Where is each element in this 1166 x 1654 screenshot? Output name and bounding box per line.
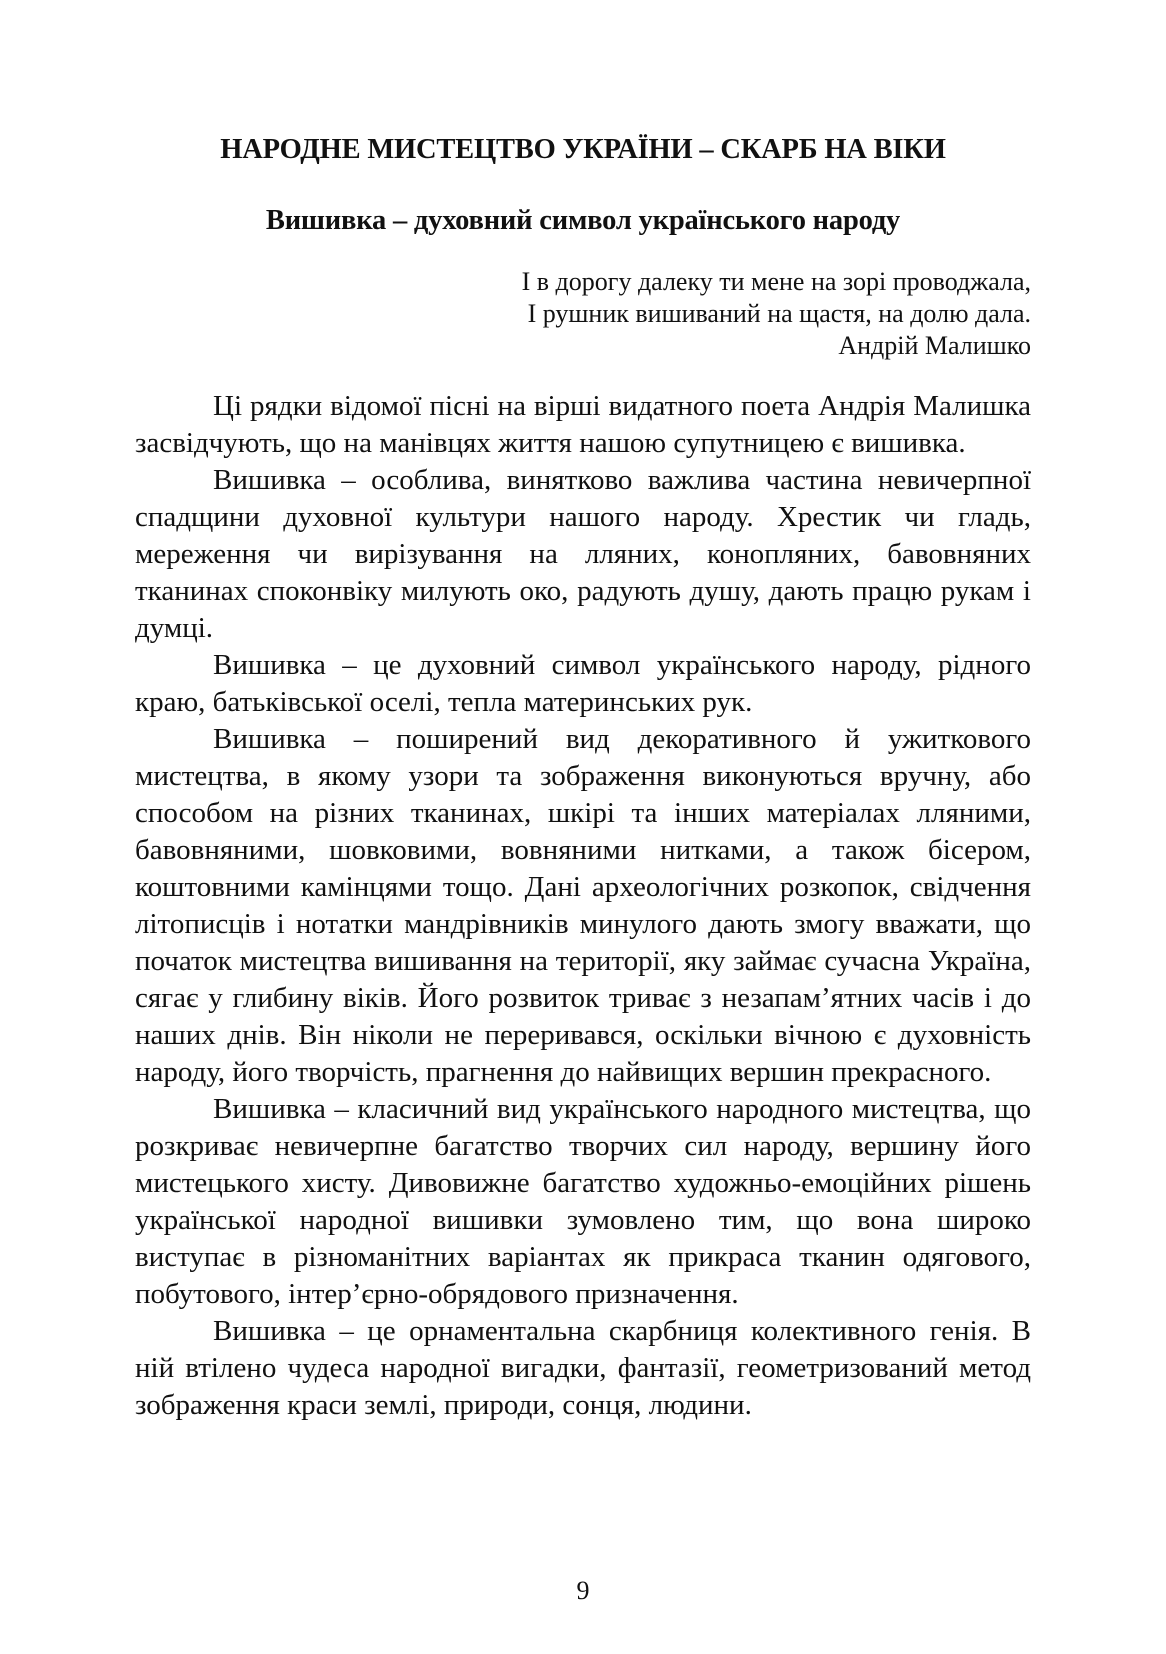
paragraph: Вишивка – це духовний символ українського народу, рідного краю, батьківської оселі, тепла материнських рук. xyxy=(135,649,1031,718)
epigraph xyxy=(300,266,1031,362)
paragraph: Вишивка – особлива, винятково важлива частина невичерпної спадщини духовної культури нашого народу. Хрестик чи гладь, мереження чи вирізування на лляних, конопляних, бавовняних тканинах споконвіку милують око, радують душу, дають працю рукам і думці. xyxy=(135,464,1031,644)
body-text xyxy=(135,388,1031,1424)
epigraph-line-1: І в дорогу далеку ти мене на зорі проводжала, xyxy=(521,267,1031,296)
section-subtitle: Вишивка – духовний символ українського народу xyxy=(265,205,901,236)
paragraph: Вишивка – поширений вид декоративного й ужиткового мистецтва, в якому узори та зображення виконуються вручну, або способом на різних тканинах, шкірі та інших матеріалах лляними, бавовняними, шовковими, вовняними нитками, а також бісером, коштовними камінцями тощо. Дані археологічних розкопок, свідчення літописців і нотатки мандрівників минулого дають змогу вважати, що початок мистецтва вишивання на території, яку займає сучасна Україна, сягає у глибину віків. Його розвиток триває з незапам’ятних часів і до наших днів. Він ніколи не переривався, оскільки вічною є духовність народу, його творчість, прагнення до найвищих вершин прекрасного. xyxy=(135,723,1031,1088)
epigraph-author: Андрій Малишко xyxy=(838,331,1031,360)
paragraph: Ці рядки відомої пісні на вірші видатного поета Андрія Малишка засвідчують, що на манівцях життя нашою супутницею є вишивка. xyxy=(135,390,1031,459)
page-title: НАРОДНЕ МИСТЕЦТВО УКРАЇНИ – СКАРБ НА ВІКИ xyxy=(220,134,946,165)
epigraph-line-2: І рушник вишиваний на щастя, на долю дала. xyxy=(527,299,1031,328)
page-number: 9 xyxy=(576,1576,590,1605)
paragraph: Вишивка – класичний вид українського народного мистецтва, що розкриває невичерпне багатство творчих сил народу, вершину його мистецького хисту. Дивовижне багатство художньо-емоційних рішень української народної вишивки зумовлено тим, що вона широко виступає в різноманітних варіантах як прикраса тканин одягового, побутового, інтер’єрно-обрядового призначення. xyxy=(135,1093,1031,1310)
paragraph: Вишивка – це орнаментальна скарбниця колективного генія. В ній втілено чудеса народної вигадки, фантазії, геометризований метод зображення краси землі, природи, сонця, людини. xyxy=(135,1315,1031,1421)
